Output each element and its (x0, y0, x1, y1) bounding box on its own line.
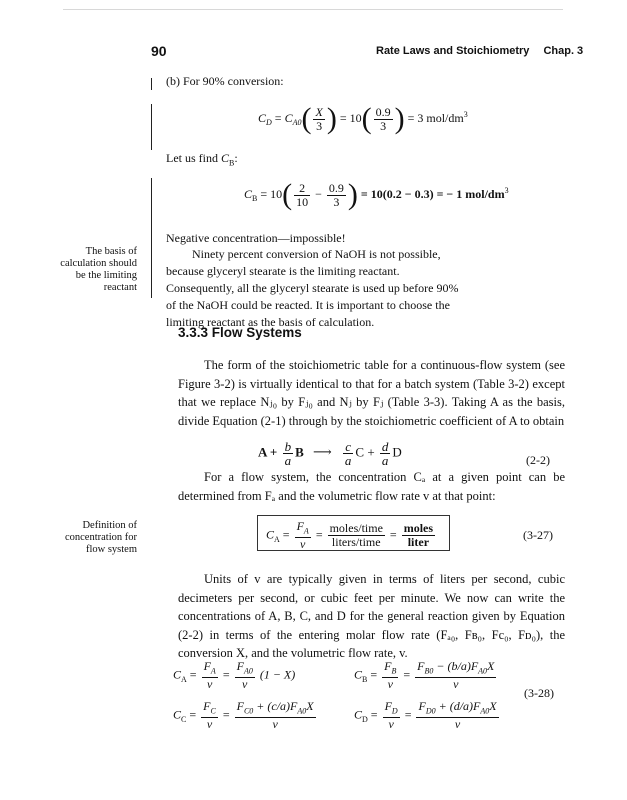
fraction (201, 700, 218, 731)
eq-subscript: A0 (297, 706, 307, 716)
eq-symbol: C (244, 186, 253, 201)
fraction-num: F (236, 659, 244, 673)
eq-result: = 10(0.2 − 0.3) = − 1 mol/dm (360, 186, 505, 201)
fraction-den: 3 (316, 118, 323, 133)
right-paren: ) (326, 102, 337, 135)
let-us-sub: B (229, 158, 235, 168)
fraction (415, 660, 496, 691)
fraction-num: F (384, 699, 392, 713)
fraction-den: a (344, 453, 352, 468)
fraction (383, 700, 400, 731)
eq-term: C + (355, 444, 375, 460)
eq-subscript: D (391, 706, 398, 716)
equation-3-27: $C_A$ = $\frac{F_A}{v}$ = $\frac{\text{moles/time}}{\text{liters/time}}$ = $\frac{\text{moles}}{\text{liter}}$ (266, 519, 434, 552)
fraction-num: moles (403, 521, 434, 536)
eq-term: B (295, 444, 304, 460)
fraction-den: a (381, 453, 389, 468)
eq-term: (1 − X) (259, 667, 296, 682)
fraction-num: F (296, 519, 304, 533)
eq-term: + (c/a)F (256, 699, 298, 713)
fraction-num: F (417, 659, 425, 673)
fraction (235, 700, 316, 731)
eq-number-3-27: (3-27) (523, 528, 553, 542)
left-paren: ( (282, 178, 293, 211)
fraction-den: v (388, 717, 394, 732)
reaction-arrow: ⟶ (313, 444, 332, 460)
fraction-den: 3 (333, 194, 340, 209)
fraction-den: liter (407, 535, 430, 550)
margin-note-basis: The basis of calculation should be the limiting reactant (60, 246, 137, 293)
fraction-num: 0.9 (375, 104, 391, 119)
fraction (343, 440, 354, 467)
eq-number-3-28: (3-28) (524, 686, 554, 700)
fraction (416, 700, 498, 731)
fraction (202, 660, 218, 691)
fraction (295, 520, 311, 551)
running-title: Rate Laws and Stoichiometry (376, 45, 530, 57)
fraction (402, 522, 435, 549)
fraction (313, 106, 324, 133)
fraction-num: F (203, 659, 211, 673)
fraction-num: 2 (294, 182, 310, 196)
eq-subscript: C (181, 714, 187, 724)
negative-note: Negative concentration—impossible! (166, 231, 346, 245)
margin-bar (151, 78, 152, 90)
eq-term: X (489, 699, 497, 713)
equation-cb-flow: $C_B$ = $\frac{F_B}{v}$ = $\frac{F_{B0} - (b/a)F_{A0}X}{v}$ (354, 659, 495, 692)
right-paren: ) (347, 178, 358, 211)
eq-symbol: C (173, 707, 182, 722)
fraction-num: 0.9 (328, 180, 344, 195)
fraction-den: v (300, 537, 306, 552)
eq-subscript: A0 (478, 666, 488, 676)
fraction (294, 182, 310, 209)
eq-term: A + (258, 444, 278, 460)
let-us-var: C (221, 151, 230, 165)
margin-bar (151, 104, 152, 150)
fraction-den: a (284, 453, 292, 468)
eq-operator: = 10 (260, 186, 283, 201)
eq-subscript: B (391, 666, 397, 676)
page-number: 90 (151, 43, 167, 59)
let-us-end: : (234, 151, 238, 165)
fraction (382, 660, 398, 691)
fraction-num: b (284, 439, 292, 454)
eq-subscript: D (266, 118, 272, 128)
eq-operator: = (274, 110, 282, 125)
eq-term: X (306, 699, 314, 713)
flow-paragraph-1: The form of the stoichiometric table for a continuous-flow system (see Figure 3-2) is virtually identical to that for a batch system (Table 3-2) except that we replace Nⱼ₀ by Fⱼ₀ and Nⱼ by Fⱼ (Table 3-3). Taking A as the basis, divide Equation (2-1) through by the stoichiometric coefficient of A to obtain (178, 358, 565, 428)
eq-term: X (487, 659, 495, 673)
eq-term: D (392, 444, 402, 460)
flow-paragraph-3: Units of v are typically given in terms of liters per second, cubic decimeters per second, or cubic feet per minute. We now can write the concentrations of A, B, C, and D for the general reaction given by Equation (2-2) in terms of the entering molar flow rate (Fₐ₀, Fʙ₀, Fc₀, Fᴅ₀), the conversion X, and the volumetric flow rate, v. (178, 572, 565, 660)
eq-superscript: 3 (504, 185, 509, 195)
eq-term: + (d/a)F (438, 699, 481, 713)
equation-cd (258, 104, 468, 134)
fraction-den: 3 (380, 118, 387, 133)
limiting-paragraph: Ninety percent conversion of NaOH is not possible, because glyceryl stearate is the limiting reactant. Consequently, all the glyceryl stearate is used up before 90% of the NaOH could be reacted. It is important to choose the limiting reactant as the basis of calculation. (166, 247, 459, 329)
chapter-label: Chap. 3 (543, 45, 584, 57)
equation-cc: $C_C$ = $\frac{F_C}{v}$ = $\frac{F_{C0} + (c/a)F_{A0}X}{v}$ (173, 699, 314, 732)
eq-result: = 3 mol/dm (407, 110, 464, 125)
fraction-den: v (242, 677, 248, 692)
flow-paragraph-2: For a flow system, the concentration Cₐ at a given point can be determined from Fₐ and the volumetric flow rate v at that point: (178, 470, 565, 503)
fraction-num: moles/time (329, 521, 383, 536)
eq-symbol: C (173, 667, 182, 682)
margin-bar (151, 178, 152, 298)
fraction-den: v (454, 717, 461, 732)
left-paren: ( (301, 102, 312, 135)
fraction-den: v (207, 677, 213, 692)
eq-symbol: C (284, 110, 293, 125)
fraction-den: v (387, 677, 393, 692)
fraction (328, 522, 385, 549)
eq-subscript: B (362, 674, 368, 684)
eq-subscript: C0 (243, 706, 254, 716)
eq-subscript: A0 (480, 706, 490, 716)
fraction-den: v (206, 717, 213, 732)
eq-subscript: A0 (243, 666, 253, 676)
fraction-num: F (418, 699, 426, 713)
eq-subscript: A0 (292, 118, 302, 128)
equation-2-2 (258, 440, 402, 467)
eq-subscript: A (210, 666, 216, 676)
eq-symbol: C (266, 527, 275, 542)
equation-cb (244, 180, 509, 210)
eq-symbol: C (258, 110, 267, 125)
eq-symbol: C (354, 707, 363, 722)
fraction (380, 440, 391, 467)
fraction-den: v (453, 677, 459, 692)
fraction (235, 660, 255, 691)
fraction-num: F (384, 659, 392, 673)
equation-cd-flow: $C_D$ = $\frac{F_D}{v}$ = $\frac{F_{D0} + (d/a)F_{A0}X}{v}$ (354, 699, 497, 732)
fraction-den: liters/time (331, 535, 381, 550)
eq-subscript: D0 (425, 706, 436, 716)
fraction-den: v (272, 717, 278, 732)
eq-subscript: B (252, 194, 258, 204)
fraction (283, 440, 294, 467)
eq-subscript: A (181, 674, 187, 684)
left-paren: ( (361, 102, 372, 135)
fraction-num: F (236, 699, 244, 713)
fraction (374, 106, 393, 133)
eq-operator: = 10 (339, 110, 362, 125)
fraction-num: X (315, 104, 323, 119)
eq-symbol: C (354, 667, 363, 682)
eq-subscript: C (210, 706, 216, 716)
fraction-num: F (203, 699, 211, 713)
let-us-line (166, 150, 238, 171)
section-heading: 3.3.3 Flow Systems (178, 325, 302, 340)
part-b-lead: (b) For 90% conversion: (166, 74, 284, 88)
eq-subscript: A (303, 526, 309, 536)
margin-note-definition: Definition of concentration for flow system (64, 520, 137, 555)
eq-subscript: A (274, 534, 280, 544)
eq-subscript: D (362, 714, 368, 724)
fraction-num: d (381, 439, 389, 454)
equation-ca: $C_A$ = $\frac{F_A}{v}$ = $\frac{F_{A0}}{v}$ (1 − X) (173, 659, 296, 692)
eq-superscript: 3 (463, 109, 468, 119)
eq-number-2-2: (2-2) (526, 453, 550, 467)
fraction (327, 182, 346, 209)
eq-term: − (b/a)F (436, 659, 479, 673)
top-rule (63, 9, 563, 10)
running-header (376, 45, 583, 57)
fraction-den: 10 (296, 194, 309, 209)
let-us-text: Let us find (166, 151, 218, 165)
eq-subscript: B0 (424, 666, 434, 676)
right-paren: ) (394, 102, 405, 135)
eq-operator: − (315, 186, 322, 201)
fraction-num: c (343, 440, 354, 454)
